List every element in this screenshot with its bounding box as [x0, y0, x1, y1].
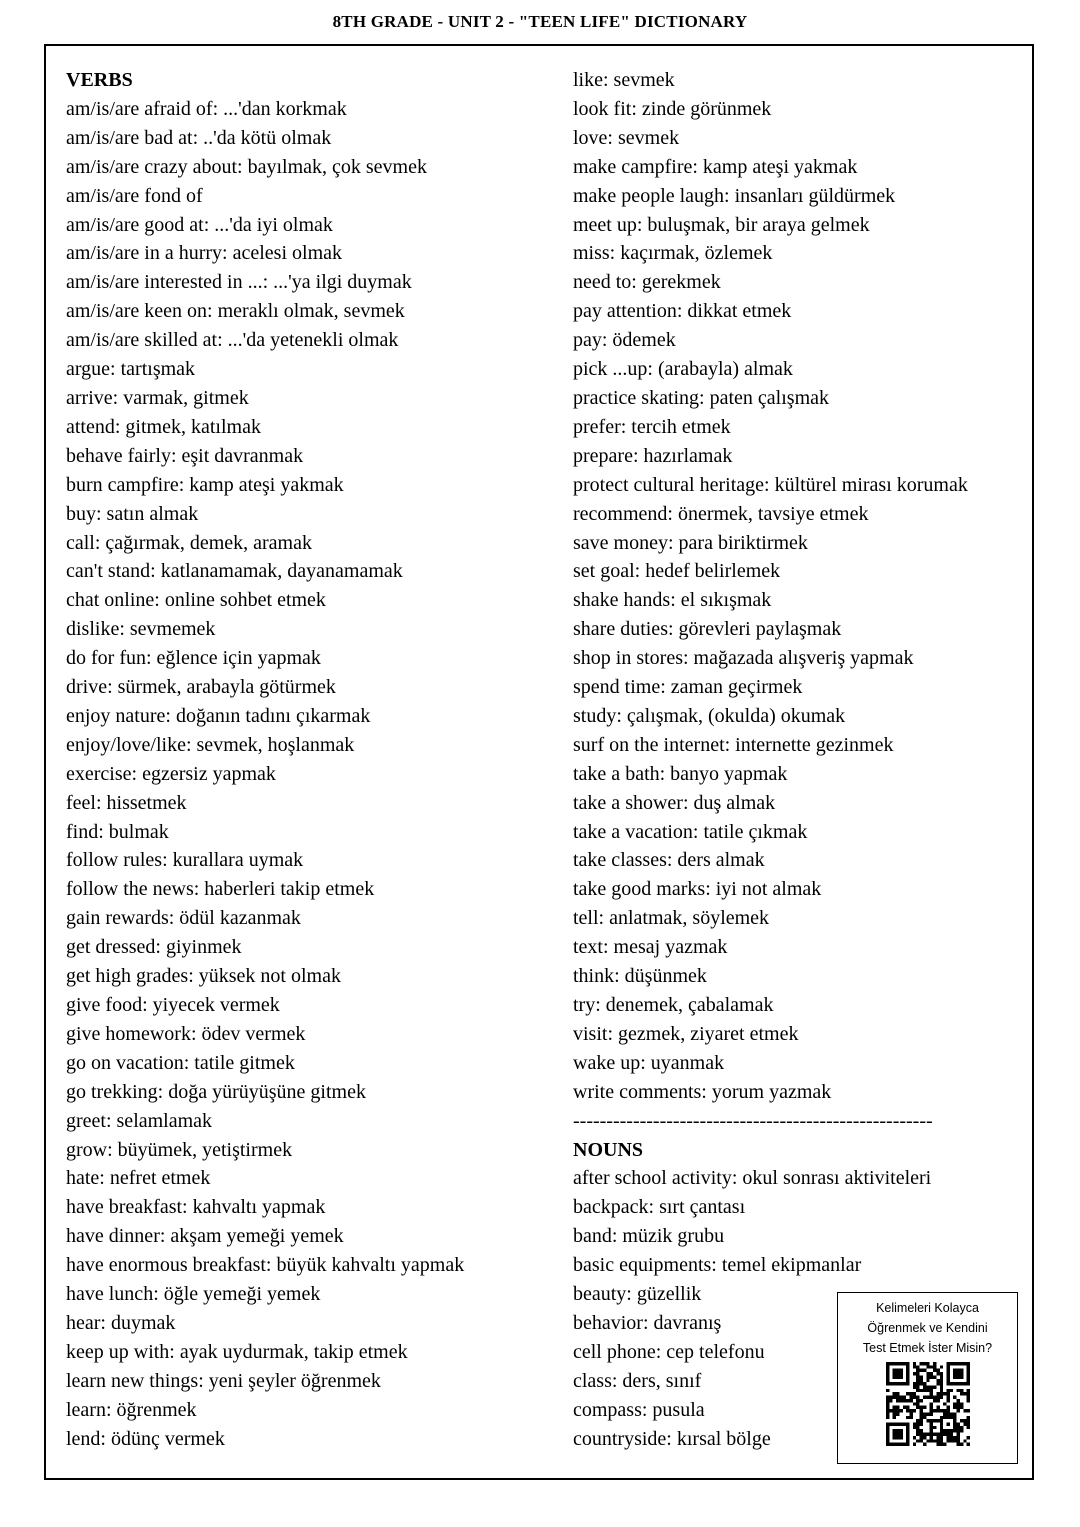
verb-entry: greet: selamlamak [66, 1109, 213, 1132]
verb-entry: feel: hissetmek [66, 791, 187, 814]
verb-entry: learn new things: yeni şeyler öğrenmek [66, 1369, 381, 1392]
verb-entry: give food: yiyecek vermek [66, 994, 280, 1016]
verb-entry: spend time: zaman geçirmek [573, 676, 803, 699]
verb-entry: have breakfast: kahvaltı yapmak [66, 1196, 326, 1219]
qr-code-icon[interactable] [886, 1362, 970, 1446]
verb-entry: get dressed: giyinmek [66, 936, 242, 959]
noun-entry: band: müzik grubu [573, 1225, 725, 1248]
nouns-heading: NOUNS [573, 1138, 644, 1161]
page-title: 8TH GRADE - UNIT 2 - "TEEN LIFE" DICTIONARY [332, 12, 748, 31]
verb-entry: pay: ödemek [573, 329, 676, 352]
verb-entry: hear: duymak [66, 1311, 176, 1334]
verb-entry: protect cultural heritage: kültürel mirası korumak [573, 473, 968, 496]
verbs-heading: VERBS [66, 69, 133, 91]
left-column [66, 66, 556, 1454]
verb-entry: behave fairly: eşit davranmak [66, 444, 304, 467]
verb-entry: take a shower: duş almak [573, 791, 776, 814]
verb-entry: enjoy/love/like: sevmek, hoşlanmak [66, 733, 355, 756]
verb-entry: am/is/are good at: ...'da iyi olmak [66, 213, 333, 236]
verb-entry: find: bulmak [66, 820, 169, 843]
verb-entry: go on vacation: tatile gitmek [66, 1051, 295, 1074]
verb-entry: learn: öğrenmek [66, 1398, 197, 1421]
qr-promo-line: Kelimeleri Kolayca [876, 1301, 979, 1315]
verb-entry: grow: büyümek, yetiştirmek [66, 1138, 293, 1161]
right-column [573, 66, 1023, 1454]
verb-entry: gain rewards: ödül kazanmak [66, 907, 301, 930]
noun-entry: cell phone: cep telefonu [573, 1340, 765, 1363]
qr-promo-line: Öğrenmek ve Kendini [867, 1321, 988, 1335]
verb-entry: make campfire: kamp ateşi yakmak [573, 155, 858, 178]
verb-entry: tell: anlatmak, söylemek [573, 907, 770, 930]
noun-entry: beauty: güzellik [573, 1283, 702, 1306]
verb-entry: am/is/are skilled at: ...'da yetenekli olmak [66, 329, 399, 352]
verb-entry: burn campfire: kamp ateşi yakmak [66, 473, 344, 496]
noun-entry: compass: pusula [573, 1398, 705, 1421]
dictionary-frame [44, 44, 1034, 1480]
noun-entry: backpack: sırt çantası [573, 1196, 746, 1219]
verb-entry: argue: tartışmak [66, 358, 196, 381]
verb-entry: visit: gezmek, ziyaret etmek [573, 1022, 799, 1045]
verb-entry: follow the news: haberleri takip etmek [66, 878, 375, 901]
verb-entry: drive: sürmek, arabayla götürmek [66, 676, 336, 699]
verb-entry: love: sevmek [573, 126, 680, 149]
verb-entry: am/is/are crazy about: bayılmak, çok sevmek [66, 155, 427, 178]
verb-entry: buy: satın almak [66, 502, 199, 525]
verb-entry: text: mesaj yazmak [573, 936, 728, 959]
verb-entry: can't stand: katlanamamak, dayanamamak [66, 560, 403, 583]
verb-entry: pay attention: dikkat etmek [573, 300, 792, 323]
verb-entry: recommend: önermek, tavsiye etmek [573, 502, 869, 525]
verb-entry: have dinner: akşam yemeği yemek [66, 1225, 344, 1248]
verb-entry: dislike: sevmemek [66, 618, 216, 641]
verb-entry: chat online: online sohbet etmek [66, 589, 326, 612]
verb-entry: hate: nefret etmek [66, 1167, 211, 1190]
noun-entry: countryside: kırsal bölge [573, 1427, 771, 1450]
verb-entry: attend: gitmek, katılmak [66, 415, 261, 438]
verb-entry: give homework: ödev vermek [66, 1022, 306, 1045]
verb-entry: set goal: hedef belirlemek [573, 560, 781, 583]
verb-entry: take classes: ders almak [573, 849, 765, 872]
verb-entry: take a bath: banyo yapmak [573, 762, 788, 785]
qr-promo-box[interactable] [837, 1292, 1018, 1464]
verb-entry: am/is/are afraid of: ...'dan korkmak [66, 97, 347, 120]
verb-entry: prepare: hazırlamak [573, 444, 733, 467]
verb-entry: prefer: tercih etmek [573, 415, 731, 438]
verb-entry: call: çağırmak, demek, aramak [66, 531, 312, 554]
verb-entry: study: çalışmak, (okulda) okumak [573, 704, 846, 727]
verb-entry: exercise: egzersiz yapmak [66, 762, 276, 785]
verb-entry: have enormous breakfast: büyük kahvaltı yapmak [66, 1254, 465, 1277]
verb-entry: keep up with: ayak uydurmak, takip etmek [66, 1340, 408, 1363]
verb-entry: am/is/are fond of [66, 184, 203, 207]
verb-entry: miss: kaçırmak, özlemek [573, 242, 773, 265]
verb-entry: surf on the internet: internette gezinmek [573, 733, 894, 756]
verb-entry: need to: gerekmek [573, 271, 721, 294]
verb-entry: shake hands: el sıkışmak [573, 589, 772, 612]
verb-list-right [573, 66, 1023, 1107]
verb-entry: enjoy nature: doğanın tadını çıkarmak [66, 704, 371, 727]
noun-entry: basic equipments: temel ekipmanlar [573, 1254, 862, 1277]
verb-entry: think: düşünmek [573, 965, 707, 988]
verb-entry: try: denemek, çabalamak [573, 994, 774, 1016]
verb-entry: shop in stores: mağazada alışveriş yapmak [573, 647, 914, 670]
verb-entry: get high grades: yüksek not olmak [66, 965, 341, 988]
verb-entry: like: sevmek [573, 69, 675, 91]
verb-entry: share duties: görevleri paylaşmak [573, 618, 842, 641]
verb-entry: am/is/are bad at: ..'da kötü olmak [66, 126, 332, 149]
verb-entry: go trekking: doğa yürüyüşüne gitmek [66, 1080, 366, 1103]
verb-entry: am/is/are keen on: meraklı olmak, sevmek [66, 300, 405, 323]
verb-entry: pick ...up: (arabayla) almak [573, 358, 793, 381]
verb-entry: follow rules: kurallara uymak [66, 849, 304, 872]
verb-entry: look fit: zinde görünmek [573, 97, 772, 120]
verb-entry: write comments: yorum yazmak [573, 1080, 832, 1103]
verb-list-left [66, 95, 556, 1454]
qr-promo-line: Test Etmek İster Misin? [862, 1341, 993, 1355]
verb-entry: take good marks: iyi not almak [573, 878, 822, 901]
section-separator: ------------------------------------------------------ [573, 1109, 933, 1132]
verb-entry: wake up: uyanmak [573, 1051, 725, 1074]
verb-entry: arrive: varmak, gitmek [66, 386, 249, 409]
verb-entry: lend: ödünç vermek [66, 1427, 225, 1450]
verb-entry: save money: para biriktirmek [573, 531, 808, 554]
verb-entry: do for fun: eğlence için yapmak [66, 647, 321, 670]
verb-entry: am/is/are in a hurry: acelesi olmak [66, 242, 343, 265]
verb-entry: have lunch: öğle yemeği yemek [66, 1283, 321, 1306]
noun-entry: behavior: davranış [573, 1311, 722, 1334]
noun-entry: class: ders, sınıf [573, 1369, 702, 1392]
verb-entry: make people laugh: insanları güldürmek [573, 184, 896, 207]
verb-entry: take a vacation: tatile çıkmak [573, 820, 808, 843]
verb-entry: practice skating: paten çalışmak [573, 386, 830, 409]
verb-entry: am/is/are interested in ...: ...'ya ilgi duymak [66, 271, 412, 294]
noun-entry: after school activity: okul sonrası aktiviteleri [573, 1167, 932, 1190]
verb-entry: meet up: buluşmak, bir araya gelmek [573, 213, 870, 236]
qr-promo-text [838, 1298, 1017, 1358]
